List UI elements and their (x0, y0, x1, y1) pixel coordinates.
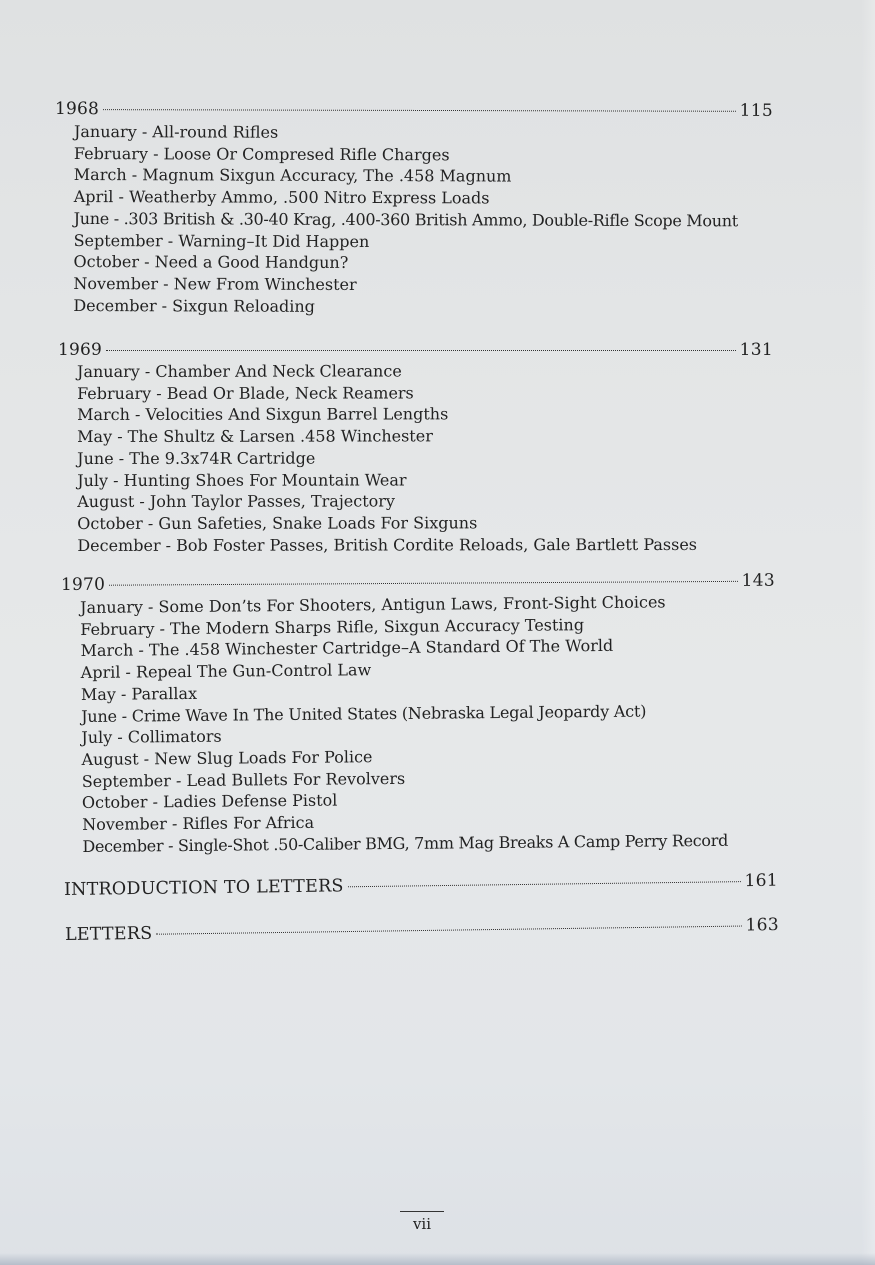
toc-entry: June - .303 British & .30-40 Krag, .400-360 British Ammo, Double-Rifle Scope Mount (73, 208, 738, 231)
dot-leader (348, 881, 741, 887)
toc-heading (58, 339, 773, 361)
toc-entry: April - Repeal The Gun-Control Law (80, 660, 372, 683)
toc-extra-label: LETTERS (64, 923, 153, 945)
dot-leader (156, 926, 741, 935)
toc-letters (65, 914, 779, 946)
toc-entry: July - Collimators (81, 726, 222, 748)
toc-entry: December - Bob Foster Passes, British Cordite Reloads, Gale Bartlett Passes (77, 534, 698, 555)
toc-intro-letters (64, 870, 778, 901)
toc-entry: February - Loose Or Compresed Rifle Charges (73, 143, 450, 165)
toc-entry: February - The Modern Sharps Rifle, Sixgun Accuracy Testing (80, 614, 585, 639)
section-page-number: 115 (739, 100, 774, 121)
page-bottom-shadow (0, 1253, 875, 1265)
section-year: 1968 (54, 99, 100, 120)
page-number: vii (412, 1215, 432, 1233)
toc-entry: August - New Slug Loads For Police (81, 747, 373, 769)
toc-entry: October - Need a Good Handgun? (73, 252, 349, 273)
toc-entry: November - New From Winchester (73, 273, 357, 294)
toc-entry-list (80, 591, 728, 858)
toc-entry: October - Gun Safeties, Snake Loads For Sixguns (77, 513, 478, 533)
toc-entry: December - Sixgun Reloading (73, 295, 315, 316)
toc-entry: May - Parallax (80, 683, 198, 704)
toc-entry: March - The .458 Winchester Cartridge–A Standard Of The World (80, 636, 614, 661)
toc-entry: November - Rifles For Africa (82, 812, 315, 835)
toc-entry: March - Magnum Sixgun Accuracy, The .458 Magnum (73, 165, 512, 186)
toc-extra-label: INTRODUCTION TO LETTERS (63, 876, 344, 900)
toc-entry: June - Crime Wave In The United States (Nebraska Legal Jeopardy Act) (81, 701, 647, 726)
toc-entry: August - John Taylor Passes, Trajectory (77, 491, 395, 512)
toc-heading (55, 98, 773, 122)
footer-rule (400, 1211, 444, 1212)
dot-leader (103, 109, 736, 112)
section-page-number: 131 (739, 340, 773, 360)
toc-entry: June - The 9.3x74R Cartridge (77, 448, 316, 468)
dot-leader (106, 350, 736, 351)
toc-entry: May - The Shultz & Larsen .458 Winchester (77, 426, 433, 447)
toc-entry: January - Chamber And Neck Clearance (77, 361, 402, 381)
section-page-number: 143 (741, 570, 776, 591)
toc-entry-list (77, 360, 697, 556)
toc-entry: October - Ladies Defense Pistol (81, 790, 338, 813)
toc-entry: September - Warning–It Did Happen (73, 230, 370, 251)
toc-entry: September - Lead Bullets For Revolvers (81, 768, 406, 791)
toc-entry: March - Velocities And Sixgun Barrel Lengths (77, 404, 449, 425)
dot-leader (109, 581, 738, 586)
toc-entry: December - Single-Shot .50-Caliber BMG, 7mm Mag Breaks A Camp Perry Record (82, 830, 729, 856)
toc-extra-page-number: 163 (745, 915, 780, 936)
toc-entry: April - Weatherby Ammo, .500 Nitro Express Loads (73, 187, 490, 208)
section-year: 1969 (58, 340, 103, 360)
toc-extra-page-number: 161 (744, 870, 779, 892)
toc-entry: January - All-round Rifles (73, 121, 279, 142)
section-year: 1970 (60, 574, 106, 595)
toc-entry: July - Hunting Shoes For Mountain Wear (77, 469, 407, 490)
toc-entry-list (73, 121, 738, 319)
toc-entry: February - Bead Or Blade, Neck Reamers (77, 383, 414, 403)
page-edge-shadow (861, 0, 875, 1265)
toc-entry: January - Some Don’ts For Shooters, Antigun Laws, Front-Sight Choices (80, 592, 666, 617)
